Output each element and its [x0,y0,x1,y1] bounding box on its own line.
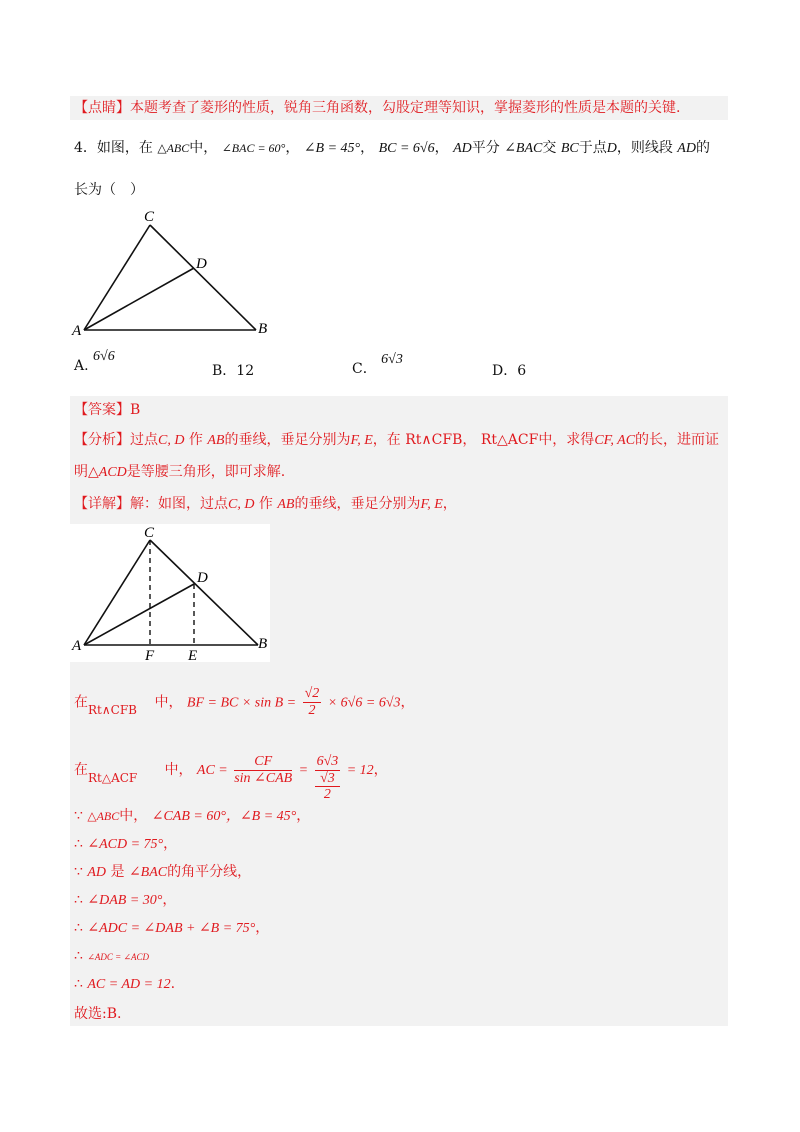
detail-math: F, E [420,497,443,512]
segment-ac [84,540,150,645]
fraction-denominator: sin ∠CAB [234,770,293,786]
question-text: 的 [695,140,710,156]
analysis-text: ， [462,432,477,448]
analysis-math: F, E [350,433,373,448]
analysis-text: 作 [188,432,203,448]
step-text: 中， [154,694,183,711]
triangle-figure-2 [70,524,270,662]
step-9 [74,974,175,995]
therefore-symbol: ∴ [74,976,83,992]
step-math: ∠DAB = 30° [87,893,163,908]
question-line-1 [74,138,710,159]
question-line-2: 长为（ ） [74,182,144,198]
question-sep: ， [360,140,375,156]
step-6 [74,890,176,911]
nested-denominator: 2 [323,787,331,802]
step-text: ， [162,892,177,908]
fraction-numerator: √2 [304,686,320,701]
step-2 [74,746,388,802]
step-math: AC = [196,763,228,778]
question-bc2: BC [560,141,579,156]
step-math: △ABC [87,809,120,823]
segment-cb [150,225,256,330]
detail-text: 的垂线，垂足分别为 [294,496,421,512]
step-text: 在 [74,762,88,778]
because-symbol: ∵ [74,808,83,824]
because-symbol: ∵ [74,864,83,880]
step-text: ， [373,762,388,778]
analysis-math: CF, AC [594,433,636,448]
label-d: D [197,570,208,586]
step-2-fraction-2 [315,754,341,802]
analysis-math: Rt△ACF [480,432,539,448]
question-text: 交 [542,140,557,156]
analysis-text: 中，求得 [538,432,595,448]
label-a: A [72,638,82,654]
detail-line [74,494,457,515]
step-text: 中， [164,762,193,778]
step-7 [74,918,269,939]
question-bc: BC = 6√6 [378,141,435,156]
option-c-value: 6√3 [381,352,403,367]
segment-cb [150,540,258,645]
question-text: 平分 [471,140,500,156]
therefore-symbol: ∴ [74,836,83,852]
step-text: ， [163,836,178,852]
step-text: 在 [74,694,88,711]
analysis-line-2 [74,462,285,483]
detail-text: ， [442,496,457,512]
detail-math: C, D [228,497,255,512]
detail-tag: 【详解】 [74,496,130,512]
step-math: ∠BAC [128,865,168,880]
question-angle-bac: ∠BAC = 60° [221,141,286,155]
question-text: 中， [189,140,218,156]
analysis-line-1 [74,430,719,451]
question-ad: AD [453,141,472,156]
fraction-numerator: 6√3 [316,754,339,769]
fraction-denominator [315,771,341,802]
step-math: BF = BC × sin B = [186,695,297,711]
step-subscript: Rt∧CFB [88,703,137,717]
step-text: ， [255,920,270,936]
step-1-fraction [303,686,322,719]
final-choice: 故选:B. [74,1006,122,1022]
therefore-symbol: ∴ [74,892,83,908]
step-math: ∠ADC = ∠DAB + ∠B = 75° [87,921,256,936]
segment-ad [84,268,194,330]
fraction-denominator: 2 [308,703,316,718]
option-d[interactable] [492,360,526,380]
option-a-value: 6√6 [93,349,115,364]
step-2-fraction-1 [234,754,292,787]
step-math: = [298,763,309,778]
option-c[interactable] [352,352,403,378]
question-triangle: △ABC [157,141,190,155]
label-c: C [144,525,155,541]
step-math: AC = AD = 12 [87,977,171,992]
option-d-key: D． [492,363,518,379]
point-note [74,98,680,118]
analysis-text: 过点 [130,432,158,448]
analysis-text: 的长，进而证 [635,432,720,448]
point-note-text: 本题考查了菱形的性质，锐角三角函数，勾股定理等知识，掌握菱形的性质是本题的关键. [130,100,681,116]
option-a-key: A. [74,358,89,374]
step-math: = 12 [346,763,374,778]
detail-text: 作 [258,496,273,512]
question-angle-b: ∠B = 45° [303,141,361,156]
step-math: ∠ACD = 75° [87,837,164,852]
question-angle: ∠BAC [504,141,543,156]
answer-tag: 【答案】 [74,402,130,418]
analysis-text: 明 [74,464,88,480]
analysis-text: ，在 [372,432,401,448]
question-ad2: AD [677,141,696,156]
step-8 [74,946,149,967]
label-f: F [145,648,155,662]
step-text: 的角平分线， [167,864,252,880]
analysis-math: C, D [158,433,185,448]
analysis-math: AB [207,433,225,448]
question-sep: ， [285,140,300,156]
option-b[interactable] [212,360,254,380]
detail-math: AB [277,497,295,512]
question-text: 于点 [578,140,607,156]
label-d: D [196,256,207,272]
option-d-value: 6 [517,363,527,379]
step-1 [74,686,415,716]
label-c: C [144,209,155,225]
therefore-symbol: ∴ [74,920,83,936]
analysis-text: 的垂线，垂足分别为 [224,432,351,448]
label-b: B [258,321,268,337]
segment-ad [84,584,194,645]
step-text: ， [296,808,311,824]
step-text: ， [400,694,415,711]
answer-value: B [130,402,141,418]
option-c-key: C． [352,361,377,377]
step-math: ∠ADC = ∠ACD [87,952,150,962]
analysis-math: △ACD [88,465,127,480]
detail-text: 解：如图，过点 [130,496,228,512]
triangle-figure-1 [70,205,290,345]
label-b: B [258,636,268,652]
step-subscript: Rt△ACF [88,771,138,785]
option-b-value: 12 [236,363,255,379]
analysis-math: Rt∧CFB [405,432,463,448]
question-text: ，则线段 [616,140,673,156]
label-e: E [188,648,198,662]
step-math: ∠CAB = 60°，∠B = 45° [151,809,297,824]
step-math: × 6√6 = 6√3 [327,695,401,711]
step-5 [74,862,251,883]
step-math: AD [87,865,107,880]
analysis-tag: 【分析】 [74,432,130,448]
therefore-symbol: ∴ [74,948,83,964]
option-a[interactable] [74,349,115,375]
answer-line [74,400,140,420]
step-4 [74,834,177,855]
question-sep: ， [434,140,449,156]
fraction-numerator: CF [234,754,292,771]
step-text: 中， [119,808,148,824]
step-text: . [170,976,176,992]
step-3 [74,806,310,827]
segment-ac [84,225,150,330]
question-d: D [606,141,617,156]
point-note-tag: 【点睛】 [74,100,130,116]
step-text: 是 [110,864,125,880]
option-b-key: B． [212,363,237,379]
question-number: 4．如图，在 [74,140,153,156]
analysis-text: 是等腰三角形，即可求解. [126,464,286,480]
nested-numerator: √3 [315,771,341,787]
label-a: A [72,323,82,339]
